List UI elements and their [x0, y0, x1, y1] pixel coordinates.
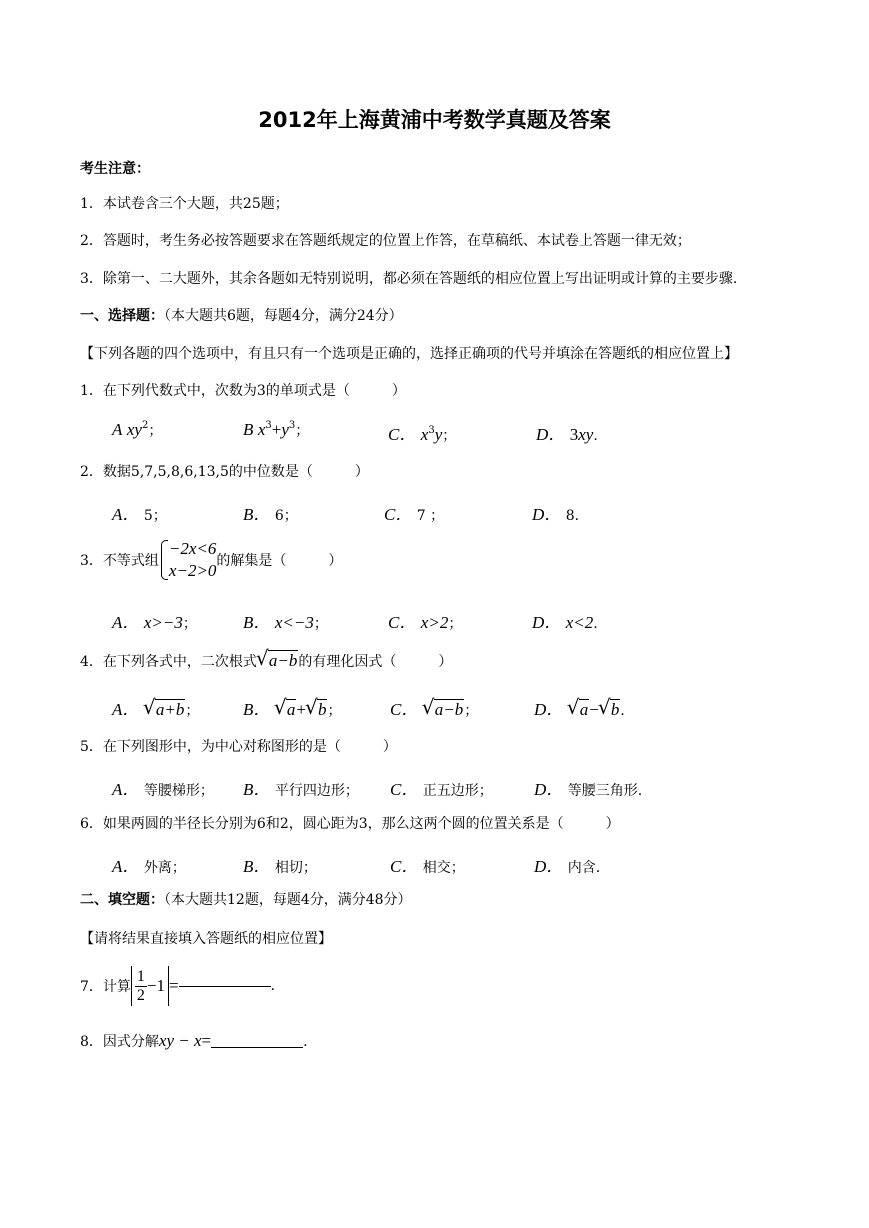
section1-header	[80, 305, 403, 325]
q2-stem: 2．数据5,7,5,8,6,13,5的中位数是（ ）	[80, 464, 369, 480]
q8: 8．因式分解xy − x= .	[80, 1031, 308, 1050]
fraction: $\frac{1}{2}$	[136, 967, 145, 1004]
q4-option-d: D． √ a−√ b.	[534, 695, 625, 720]
absolute-value: $\frac{1}{2}$ −1	[131, 966, 169, 1006]
section2-heading: 二、填空题：	[80, 892, 164, 908]
q3-option-a: A． x>−3；	[112, 613, 197, 632]
notice-item-3: 3．除第一、二大题外，其余各题如无特别说明，都必须在答题纸的相应位置上写出证明或计算的主要步骤.	[80, 271, 738, 287]
q1-option-c: C． $x^3y$；	[388, 425, 457, 444]
section2-instruction: 【请将结果直接填入答题纸的相应位置】	[80, 931, 332, 947]
q4-option-a: A． √ a+b；	[112, 695, 199, 720]
page-title: 2012年上海黄浦中考数学真题及答案	[258, 108, 611, 132]
q1-option-a: A $xy^2$；	[112, 420, 163, 439]
answer-blank-q7[interactable]	[179, 986, 271, 987]
q5-stem: 5．在下列图形中，为中心对称图形的是（ ）	[80, 739, 397, 755]
q3-option-b: B． x<−3；	[243, 613, 328, 632]
q6-stem: 6．如果两圆的半径长分别为6和2，圆心距为3，那么这两个圆的位置关系是（ ）	[80, 816, 620, 832]
q1-option-d: D． 3xy.	[536, 425, 598, 444]
notice-item-2: 2．答题时，考生务必按答题要求在答题纸规定的位置上作答，在草稿纸、本试卷上答题一律无效；	[80, 233, 691, 249]
section1-heading: 一、选择题：	[80, 308, 164, 324]
q1-option-b: B $x^3+y^3$；	[243, 420, 310, 439]
q3-option-d: D． x<2.	[532, 613, 598, 632]
q4-stem: 4．在下列各式中，二次根式√ a−b的有理化因式（ ）	[80, 650, 452, 671]
inequality-system: −2x<6 x−2>0	[159, 538, 217, 582]
radical: √ a−b	[257, 650, 298, 671]
q1-stem: 1．在下列代数式中，次数为3的单项式是（ ）	[80, 383, 406, 399]
q6-option-d: D． 内含.	[534, 857, 601, 876]
q4-option-c: C． √ a−b；	[390, 695, 478, 720]
q5-option-d: D． 等腰三角形.	[534, 780, 643, 799]
q2-option-d: D． 8.	[532, 505, 580, 524]
q6-option-a: A． 外离；	[112, 857, 186, 876]
q2-option-b: B． 6；	[243, 505, 298, 524]
q7: 7．计算 $\frac{1}{2}$ −1 = .	[80, 966, 275, 1006]
section2-header	[80, 889, 412, 909]
section2-desc: （本大题共12题，每题4分，满分48分）	[164, 892, 412, 908]
section1-desc: （本大题共6题，每题4分，满分24分）	[164, 308, 403, 324]
notice-heading: 考生注意：	[80, 161, 150, 177]
q6-option-c: C． 相交；	[390, 857, 465, 876]
q5-option-c: C． 正五边形；	[390, 780, 493, 799]
q6-option-b: B． 相切；	[243, 857, 317, 876]
section1-instruction: 【下列各题的四个选项中，有且只有一个选项是正确的，选择正确项的代号并填涂在答题纸的相应位置上】	[80, 346, 738, 362]
notice-item-1: 1．本试卷含三个大题，共25题；	[80, 196, 289, 212]
answer-blank-q8[interactable]	[211, 1047, 303, 1048]
q4-option-b: B． √ a+√ b；	[243, 695, 341, 720]
q2-option-a: A． 5；	[112, 505, 167, 524]
q3-option-c: C． x>2；	[388, 613, 463, 632]
q2-option-c: C． 7 ；	[384, 505, 445, 524]
q5-option-a: A． 等腰梯形；	[112, 780, 214, 799]
q5-option-b: B． 平行四边形；	[243, 780, 359, 799]
q3-stem: 3．不等式组 −2x<6 x−2>0 的解集是（ ）	[80, 539, 343, 580]
